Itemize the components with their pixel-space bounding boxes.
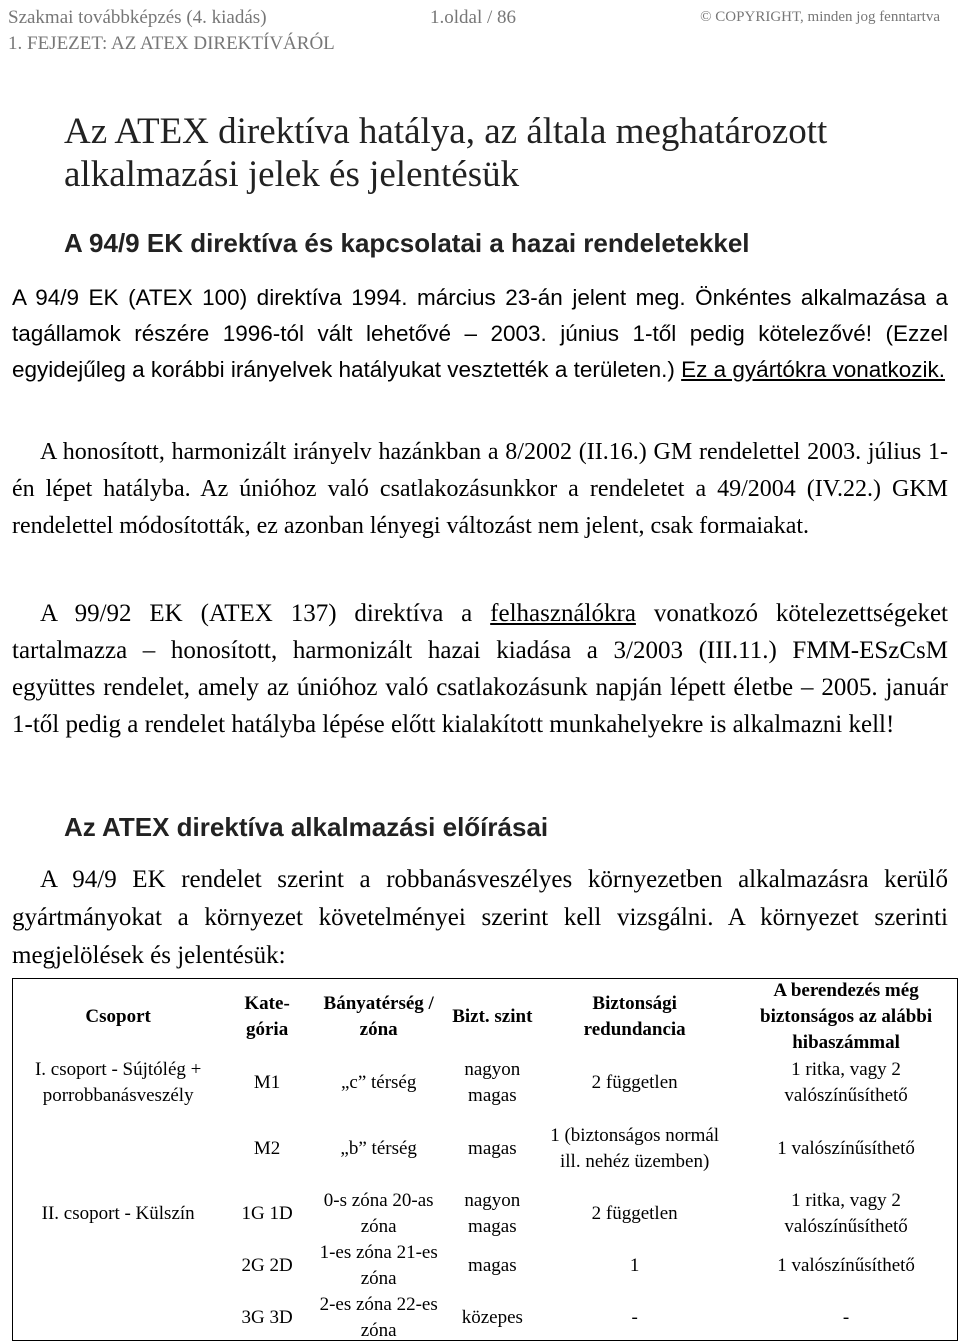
- header-zone: Bányatérség / zóna: [323, 993, 434, 1040]
- redundancy-cell: 2 független: [591, 1072, 678, 1093]
- faults-cell: -: [842, 1307, 850, 1328]
- section1-paragraph1: [12, 280, 948, 388]
- header-faults: A berendezés még biztonságos az alábbi hibaszámmal: [760, 980, 933, 1053]
- section2-heading: Az ATEX direktíva alkalmazási előírásai: [64, 812, 549, 842]
- zone-cell: 2-es zóna 22-es zóna: [319, 1294, 438, 1341]
- section1-heading: A 94/9 EK direktíva és kapcsolatai a hazai rendeletekkel: [64, 228, 750, 258]
- level-cell: nagyon magas: [464, 1190, 521, 1237]
- zone-cell: „b” térség: [340, 1138, 417, 1159]
- redundancy-cell: 1: [629, 1255, 640, 1276]
- faults-cell: 1 ritka, vagy 2 valószínűsíthető: [784, 1190, 908, 1237]
- category-cell: 1G 1D: [241, 1203, 293, 1224]
- category-cell: 3G 3D: [241, 1307, 293, 1328]
- level-cell: magas: [468, 1255, 517, 1276]
- table-row: [12, 1240, 960, 1292]
- header-group: Csoport: [85, 1006, 151, 1027]
- faults-cell: 1 valószínűsíthető: [777, 1138, 915, 1159]
- level-cell: közepes: [461, 1307, 523, 1328]
- section2-text: A 94/9 EK rendelet szerint a robbanásveszélyes környezetben alkalmazásra kerülő gyártmányokat a környezet követelményei szerint kell vizsgálni. A környezet szerinti megjelölések és jelentésük:: [12, 866, 948, 969]
- faults-cell: 1 valószínűsíthető: [777, 1255, 915, 1276]
- paragraph1-text: A 94/9 EK (ATEX 100) direktíva 1994. március 23-án jelent meg. Önkéntes alkalmazása a tagállamok részére 1996-tól vált lehetővé – 2003. június 1-től pedig kötelezővé! (Ezzel egyidejűleg a korábbi irányelvek hatályukat vesztették a területen.): [12, 285, 948, 382]
- paragraph2-text: A honosított, harmonizált irányelv hazánkban a 8/2002 (II.16.) GM rendelettel 2003. július 1-én lépet hatályba. Az únióhoz való csatlakozásunkkor a rendeletet a 49/2004 (IV.22.) GKM rendelettel módosították, ez azonban lényegi változást nem jelent, csak formaiakat.: [12, 439, 948, 539]
- paragraph1-underlined: Ez a gyártókra vonatkozik.: [681, 357, 946, 382]
- redundancy-cell: 2 független: [591, 1203, 678, 1224]
- redundancy-cell: -: [631, 1307, 638, 1328]
- section1-paragraph2: [12, 434, 948, 545]
- section1-paragraph3: [12, 595, 948, 743]
- category-cell: 2G 2D: [241, 1255, 293, 1276]
- table-row: [12, 1110, 960, 1188]
- faults-cell: 1 ritka, vagy 2 valószínűsíthető: [784, 1059, 908, 1106]
- paragraph3-text-b: vonatkozó kötelezettségeket tartalmazza – honosított, harmonizált hazai kiadása a 3/2003 (III.11.) FMM-ESzCsM együttes rendelet, amely az únióhoz való csatlakozásunk napján lépett életbe – 2005. január 1-től pedig a rendelet hatályba lépése előtt kialakított munkahelyekre is alkalmazni kell!: [12, 600, 948, 738]
- paragraph3-text-a: A 99/92 EK (ATEX 137) direktíva a: [40, 600, 491, 627]
- category-cell: M2: [253, 1138, 281, 1159]
- atex-table: [12, 978, 960, 1344]
- category-cell: M1: [253, 1072, 281, 1093]
- section2-paragraph1: [12, 861, 948, 975]
- zone-cell: „c” térség: [340, 1072, 417, 1093]
- paragraph3-underlined: felhasználókra: [490, 600, 636, 627]
- table-row: [12, 1056, 960, 1110]
- table-row: [12, 1292, 960, 1344]
- table-row: [12, 1188, 960, 1240]
- group-cell: II. csoport - Külszín: [41, 1203, 195, 1224]
- chapter-title: 1. FEJEZET: AZ ATEX DIREKTÍVÁRÓL: [8, 33, 335, 54]
- page-number: 1.oldal / 86: [430, 7, 517, 28]
- zone-cell: 1-es zóna 21-es zóna: [319, 1242, 438, 1289]
- group-cell: I. csoport - Sújtólég + porrobbanásveszély: [34, 1059, 202, 1106]
- copyright-notice: © COPYRIGHT, minden jog fenntartva: [700, 9, 940, 25]
- page-title: Az ATEX direktíva hatálya, az általa meghatározott alkalmazási jelek és jelentésük: [64, 111, 828, 195]
- header-redundancy: Biztonsági redundancia: [583, 993, 686, 1040]
- level-cell: nagyon magas: [464, 1059, 521, 1106]
- level-cell: magas: [468, 1138, 517, 1159]
- redundancy-cell: 1 (biztonságos normál ill. nehéz üzemben): [550, 1125, 720, 1172]
- header-left: Szakmai továbbképzés (4. kiadás): [8, 7, 267, 28]
- header-category: Kate-gória: [244, 993, 290, 1040]
- zone-cell: 0-s zóna 20-as zóna: [323, 1190, 434, 1237]
- header-level: Bizt. szint: [452, 1006, 533, 1027]
